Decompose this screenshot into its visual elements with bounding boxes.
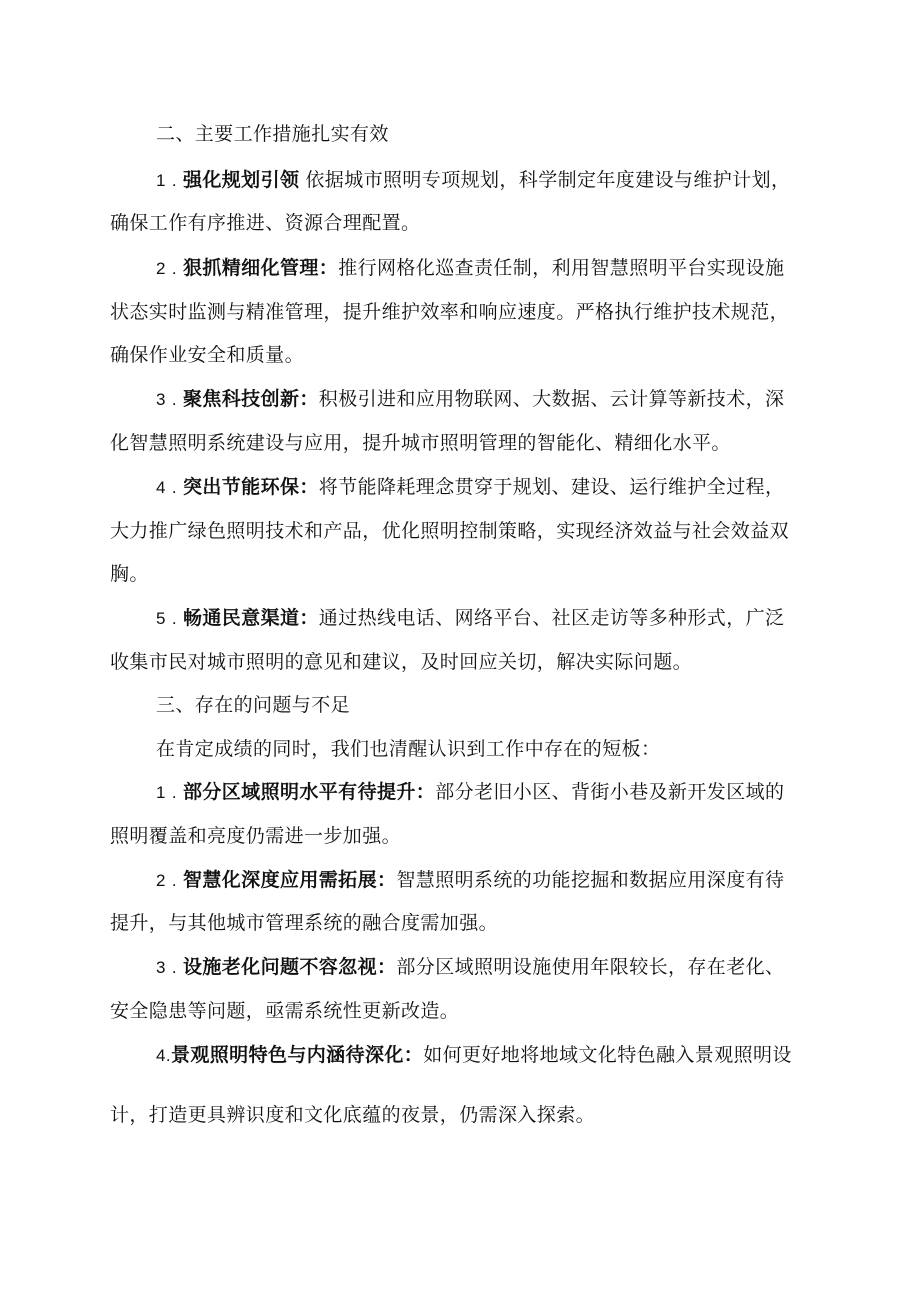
- item-number: 2: [156, 871, 166, 890]
- item-lead: 聚焦科技创新：: [182, 388, 319, 410]
- item-text-continued: 安全隐患等问题，亟需系统性更新改造。: [110, 1000, 460, 1022]
- item-text: 如何更好地将地域文化特色融入景观照明设: [423, 1044, 792, 1066]
- item-separator: .: [171, 609, 177, 628]
- item-text: 部分老旧小区、背街小巷及新开发区域的: [435, 781, 785, 803]
- item-separator: .: [171, 783, 177, 802]
- list-item-3-2: [156, 868, 810, 893]
- item-lead: 强化规划引领: [182, 169, 300, 191]
- item-lead: 景观照明特色与内涵待深化：: [170, 1044, 424, 1066]
- section-intro: 在肯定成绩的同时，我们也清醒认识到工作中存在的短板：: [156, 738, 661, 760]
- item-text-continued: 状态实时监测与精准管理，提升维护效率和响应速度。严格执行维护技术规范，: [110, 301, 790, 323]
- item-separator: .: [171, 958, 177, 977]
- item-number: 3: [156, 958, 166, 977]
- item-separator: .: [171, 259, 177, 278]
- item-number: 1: [156, 171, 166, 190]
- item-separator: .: [171, 478, 177, 497]
- section-heading-3: 三、存在的问题与不足: [156, 694, 351, 716]
- item-number: 3: [156, 390, 166, 409]
- item-text: 依据城市照明专项规划，科学制定年度建设与维护计划，: [305, 169, 791, 191]
- item-text-continued: 胸。: [110, 563, 149, 585]
- item-text-continued: 照明覆盖和亮度仍需进一步加强。: [110, 825, 402, 847]
- item-text: 智慧照明系统的功能挖掘和数据应用深度有待: [396, 869, 785, 891]
- item-number: 5: [156, 609, 166, 628]
- item-text-continued: 收集市民对城市照明的意见和建议，及时回应关切，解决实际问题。: [110, 651, 693, 673]
- item-text: 积极引进和应用物联网、大数据、云计算等新技术，深: [318, 388, 785, 410]
- item-lead: 突出节能环保：: [182, 476, 319, 498]
- item-separator: .: [171, 871, 177, 890]
- item-number: 4: [156, 1046, 166, 1065]
- list-item-2-3: [156, 387, 810, 412]
- item-text-continued: 化智慧照明系统建设与应用，提升城市照明管理的智能化、精细化水平。: [110, 432, 731, 454]
- item-lead: 设施老化问题不容忽视：: [182, 956, 397, 978]
- item-text-continued: 提升，与其他城市管理系统的融合度需加强。: [110, 912, 499, 934]
- item-number: 2: [156, 259, 166, 278]
- item-text-continued: 确保工作有序推进、资源合理配置。: [110, 212, 421, 234]
- list-item-3-4: [156, 1043, 810, 1068]
- item-number: 4: [156, 478, 166, 497]
- item-text: 通过热线电话、网络平台、社区走访等多种形式，广泛: [318, 607, 785, 629]
- item-text-continued: 计，打造更具辨识度和文化底蕴的夜景，仍需深入探索。: [110, 1104, 596, 1126]
- list-item-3-1: [156, 780, 810, 805]
- item-text: 部分区域照明设施使用年限较长，存在老化、: [396, 956, 785, 978]
- item-text: 将节能降耗理念贯穿于规划、建设、运行维护全过程，: [318, 476, 785, 498]
- item-text-continued: 确保作业安全和质量。: [110, 344, 305, 366]
- item-lead: 智慧化深度应用需拓展：: [182, 869, 397, 891]
- item-number: 1: [156, 783, 166, 802]
- item-separator: .: [165, 1046, 171, 1065]
- item-text: 推行网格化巡查责任制，利用智慧照明平台实现设施: [338, 257, 785, 279]
- list-item-2-1: [156, 168, 810, 193]
- item-lead: 部分区域照明水平有待提升：: [182, 781, 436, 803]
- list-item-3-3: [156, 955, 810, 980]
- list-item-2-4: [156, 475, 810, 500]
- list-item-2-2: [156, 256, 810, 281]
- item-separator: .: [171, 390, 177, 409]
- item-lead: 畅通民意渠道：: [182, 607, 319, 629]
- list-item-2-5: [156, 606, 810, 631]
- item-separator: .: [171, 171, 177, 190]
- item-lead: 狠抓精细化管理：: [182, 257, 339, 279]
- item-text-continued: 大力推广绿色照明技术和产品，优化照明控制策略，实现经济效益与社会效益双: [110, 520, 790, 542]
- section-heading-2: 二、主要工作措施扎实有效: [156, 123, 389, 145]
